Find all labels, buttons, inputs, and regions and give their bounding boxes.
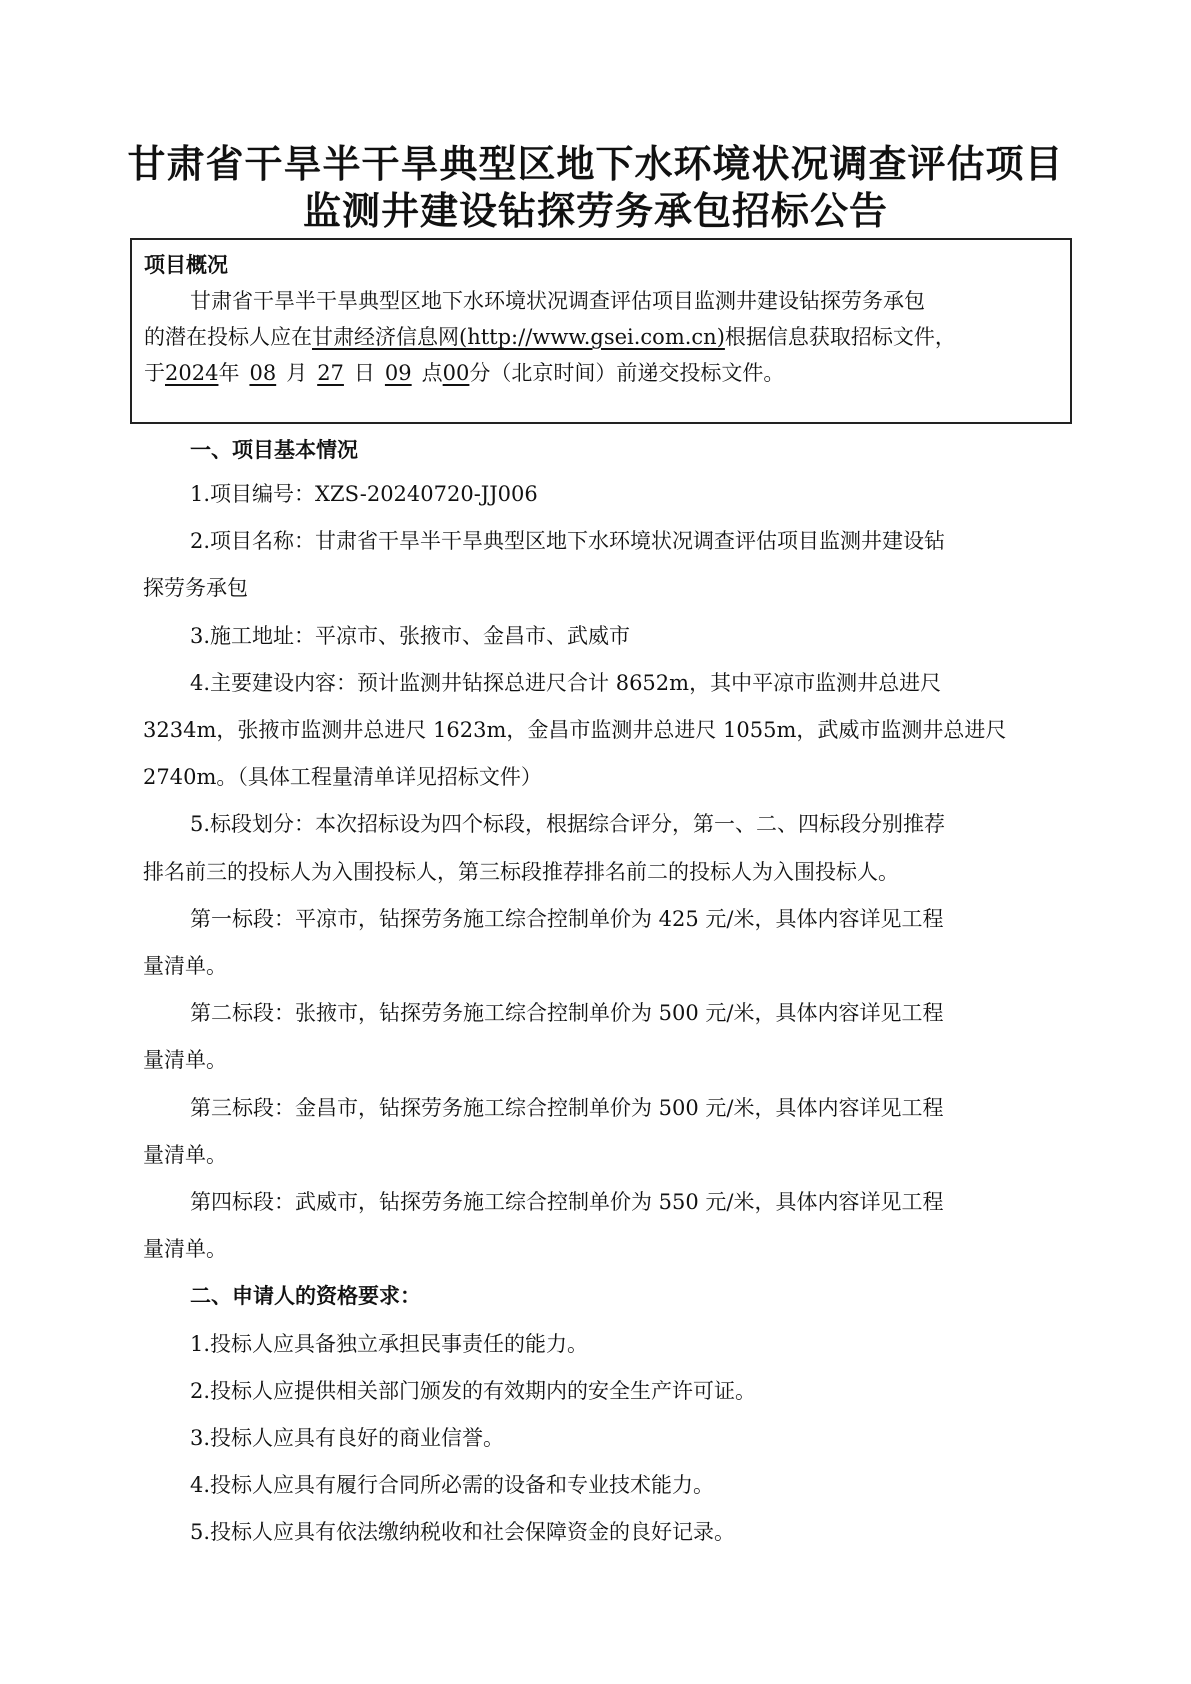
deadline-tail: 分（北京时间）前递交投标文件。 bbox=[469, 361, 785, 385]
qualification-item: 1.投标人应具备独立承担民事责任的能力。 bbox=[190, 1332, 589, 1356]
lot-division-line-1: 5.标段划分：本次招标设为四个标段，根据综合评分，第一、二、四标段分别推荐 bbox=[190, 812, 946, 836]
deadline-month-unit: 月 bbox=[286, 361, 308, 385]
section-1-heading: 一、项目基本情况 bbox=[190, 438, 358, 462]
construction-content-line-1: 4.主要建设内容：预计监测井钻探总进尺合计 8652m，其中平凉市监测井总进尺 bbox=[190, 671, 942, 695]
document-title-line-2: 监测井建设钻探劳务承包招标公告 bbox=[302, 189, 888, 233]
lot-division-line-2: 排名前三的投标人为入围投标人，第三标段推荐排名前二的投标人为入围投标人。 bbox=[143, 860, 899, 884]
overview-line-2 bbox=[144, 320, 956, 354]
qualification-item: 3.投标人应具有良好的商业信誉。 bbox=[190, 1426, 505, 1450]
lot-4-line-2: 量清单。 bbox=[143, 1237, 227, 1261]
lot-3-line-1: 第三标段：金昌市，钻探劳务施工综合控制单价为 500 元/米，具体内容详见工程 bbox=[190, 1096, 944, 1120]
overview-line-2-prefix: 的潜在投标人应在 bbox=[144, 325, 312, 349]
lot-4-line-1: 第四标段：武威市，钻探劳务施工综合控制单价为 550 元/米，具体内容详见工程 bbox=[190, 1190, 944, 1214]
lot-2-line-1: 第二标段：张掖市，钻探劳务施工综合控制单价为 500 元/米，具体内容详见工程 bbox=[190, 1001, 944, 1025]
deadline-hour-unit: 点 bbox=[421, 361, 443, 385]
qualification-item: 2.投标人应提供相关部门颁发的有效期内的安全生产许可证。 bbox=[190, 1379, 757, 1403]
deadline-prefix: 于 bbox=[144, 361, 165, 385]
overview-deadline-line bbox=[144, 356, 784, 390]
lot-1-line-1: 第一标段：平凉市，钻探劳务施工综合控制单价为 425 元/米，具体内容详见工程 bbox=[190, 907, 944, 931]
project-name-line-1: 2.项目名称：甘肃省干旱半干旱典型区地下水环境状况调查评估项目监测井建设钻 bbox=[190, 529, 946, 553]
document-title-line-1: 甘肃省干旱半干旱典型区地下水环境状况调查评估项目 bbox=[127, 142, 1064, 186]
deadline-year: 2024 bbox=[165, 361, 219, 385]
gsei-website-link[interactable]: 甘肃经济信息网(http://www.gsei.com.cn) bbox=[312, 325, 725, 349]
deadline-day-unit: 日 bbox=[353, 361, 375, 385]
lot-3-line-2: 量清单。 bbox=[143, 1143, 227, 1167]
qualification-item: 4.投标人应具有履行合同所必需的设备和专业技术能力。 bbox=[190, 1473, 715, 1497]
deadline-year-unit: 年 bbox=[218, 361, 240, 385]
project-overview-box bbox=[130, 238, 1072, 424]
construction-content-line-2: 3234m，张掖市监测井总进尺 1623m，金昌市监测井总进尺 1055m，武威市监测井总进尺 bbox=[143, 718, 1007, 742]
qualification-item: 5.投标人应具有依法缴纳税收和社会保障资金的良好记录。 bbox=[190, 1520, 736, 1544]
overview-line-2-suffix: 根据信息获取招标文件， bbox=[724, 325, 956, 349]
construction-content-line-3: 2740m。（具体工程量清单详见招标文件） bbox=[143, 765, 542, 789]
deadline-month: 08 bbox=[249, 361, 277, 385]
section-2-heading: 二、申请人的资格要求： bbox=[190, 1284, 421, 1308]
lot-1-line-2: 量清单。 bbox=[143, 954, 227, 978]
deadline-hour: 09 bbox=[384, 361, 412, 385]
project-name-line-2: 探劳务承包 bbox=[143, 576, 248, 600]
construction-address: 3.施工地址：平凉市、张掖市、金昌市、武威市 bbox=[190, 624, 631, 648]
deadline-minute: 00 bbox=[442, 361, 470, 385]
overview-heading: 项目概况 bbox=[144, 253, 228, 277]
deadline-day: 27 bbox=[317, 361, 344, 385]
overview-line-1: 甘肃省干旱半干旱典型区地下水环境状况调查评估项目监测井建设钻探劳务承包 bbox=[190, 289, 925, 313]
lot-2-line-2: 量清单。 bbox=[143, 1048, 227, 1072]
project-number: 1.项目编号：XZS-20240720-JJ006 bbox=[190, 482, 538, 506]
